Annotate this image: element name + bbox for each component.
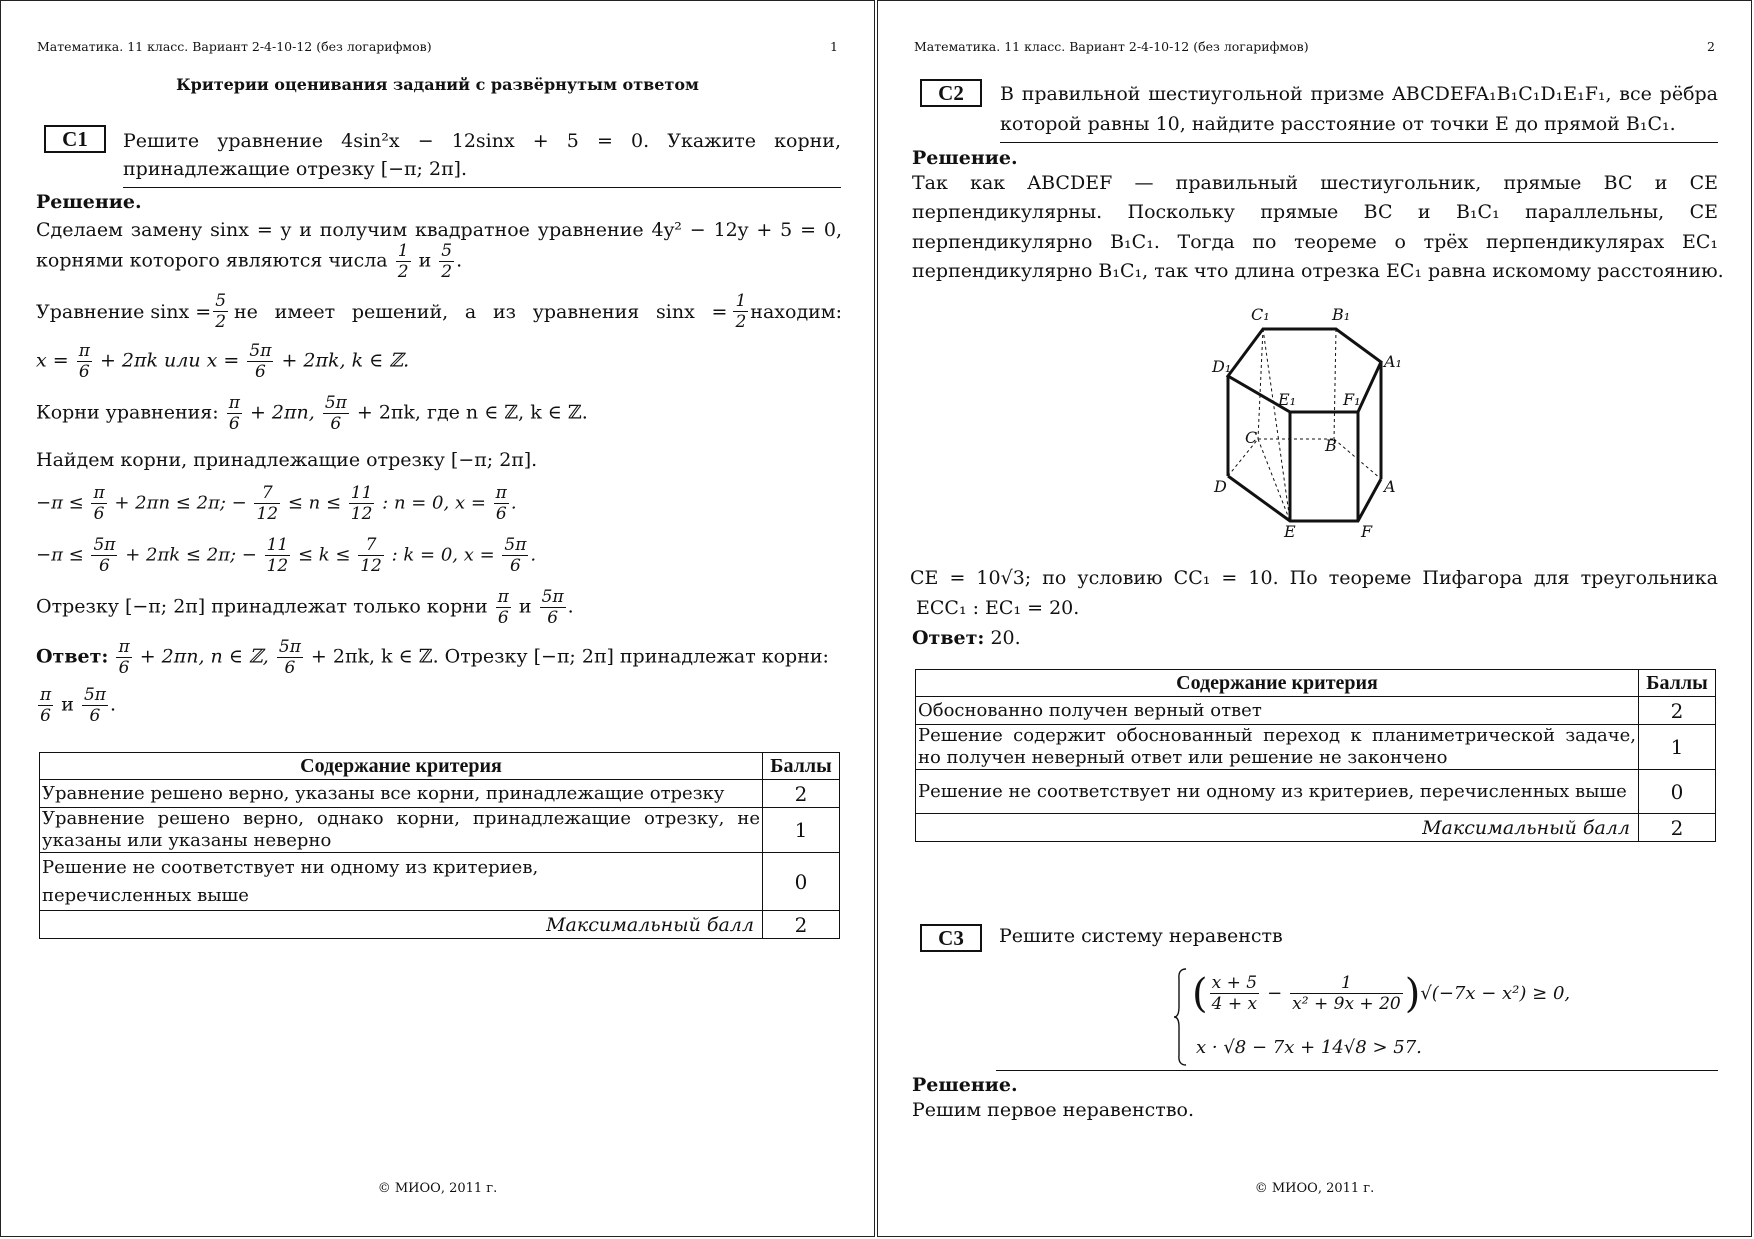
numerator: 7: [254, 483, 280, 504]
text: + 2πk, k ∈ ℤ. Отрезку [−π; 2π] принадлежат корни:: [310, 645, 829, 668]
numerator: 5π: [278, 637, 301, 657]
solution-line-2: перпендикулярны. Поскольку прямые BC и B₁C₁ параллельны, CE: [912, 201, 1718, 223]
visible-edges: [1228, 329, 1381, 521]
solution-line-1: Так как ABCDEF — правильный шестиугольник, прямые BC и CE: [912, 172, 1718, 194]
text: + 2πn,: [249, 401, 315, 424]
solution-line-8: −π ≤ $\frac{5\pi}{6}$ + 2πk ≤ 2π; − $\frac{11}{12}$ ≤ k ≤ $\frac{7}{12}$ : k = 0, x = $\frac{5\pi}{6}$ .: [36, 535, 537, 576]
numerator: π: [40, 685, 52, 705]
col-points: Баллы: [1639, 670, 1716, 697]
task-underline: [1000, 142, 1718, 143]
denominator: 6: [40, 706, 51, 726]
denominator: 12: [256, 504, 279, 524]
solution-line-1: Сделаем замену sinx = y и получим квадратное уравнение 4y² − 12y + 5 = 0,: [36, 219, 842, 241]
fraction: [1290, 973, 1403, 1014]
solution-line-7: −π ≤ $\frac{\pi}{6}$ + 2πn ≤ 2π; − $\frac{7}{12}$ ≤ n ≤ $\frac{11}{12}$ : n = 0, x = $\frac{\pi}{6}$ .: [36, 483, 517, 524]
text: Отрезку [−π; 2π] принадлежат только корни: [36, 595, 488, 618]
page-2: [877, 0, 1752, 1237]
fraction: [358, 535, 384, 576]
solution-line-3: [36, 291, 842, 332]
minus: −: [1267, 983, 1283, 1004]
denominator: 12: [360, 556, 382, 576]
answer-label: Ответ:: [36, 645, 109, 668]
denominator: 12: [350, 504, 373, 524]
page-number: 2: [1707, 39, 1715, 54]
fraction: [277, 637, 303, 678]
numerator: π: [497, 587, 509, 607]
brace-path: [1174, 969, 1186, 1065]
answer-value: 20.: [990, 627, 1021, 649]
denominator: 6: [99, 556, 110, 576]
label-d: D: [1214, 477, 1227, 496]
numerator: 7: [358, 535, 384, 556]
denominator: 6: [118, 658, 130, 678]
table-max-row: [916, 814, 1716, 842]
text: + 2πk или x =: [99, 349, 240, 372]
criterion-points: 1: [763, 808, 840, 853]
label-c1: C₁: [1251, 305, 1270, 324]
answer-line-2: $\frac{\pi}{6}$ и $\frac{5\pi}{6}$ .: [40, 685, 116, 726]
header-text: Математика. 11 класс. Вариант 2-4-10-12 (без логарифмов): [914, 39, 1309, 54]
text: и: [61, 693, 74, 716]
text: ≤ k ≤: [297, 544, 351, 566]
col-criterion: Содержание критерия: [916, 670, 1639, 697]
text: + 2πk ≤ 2π; −: [125, 544, 257, 566]
numerator: π: [118, 637, 130, 657]
table-row: [40, 853, 840, 911]
paren-close: ): [1404, 970, 1421, 1017]
numerator: π: [228, 393, 240, 413]
criterion-points: 2: [763, 780, 840, 808]
page-header: [37, 39, 838, 54]
text: не имеет решений, а из уравнения sinx =: [234, 300, 728, 323]
fraction: [496, 587, 511, 628]
denominator: 6: [547, 608, 559, 628]
denominator: 12: [266, 556, 289, 576]
solution-line-9: Отрезку [−π; 2π] принадлежат только корни $\frac{\pi}{6}$ и $\frac{5\pi}{6}$ .: [36, 587, 574, 628]
fraction: [1210, 973, 1259, 1014]
text: Уравнение sinx =: [36, 300, 212, 323]
table-row: [40, 808, 840, 853]
text: + 2πk, где n ∈ ℤ, k ∈ ℤ.: [356, 401, 588, 424]
solution-line-4: [36, 341, 409, 382]
denominator: 4 + x: [1211, 994, 1258, 1014]
fraction: [91, 483, 106, 524]
numerator: 5: [441, 241, 453, 261]
calc-line-2: ECC₁ : EC₁ = 20.: [916, 597, 1080, 619]
numerator: 5π: [504, 535, 527, 555]
fraction: [494, 483, 509, 524]
edge-c1e: [1263, 329, 1290, 521]
criterion-text: Решение не соответствует ни одному из критериев, перечисленных выше: [916, 770, 1639, 814]
table-row: [40, 780, 840, 808]
fraction: [323, 393, 349, 434]
fraction: [77, 341, 92, 382]
table-row: [916, 770, 1716, 814]
label-d1: D₁: [1212, 357, 1232, 376]
task-tag-c2: C2: [920, 79, 982, 107]
page-number: 1: [830, 39, 838, 54]
answer-label: Ответ:: [912, 627, 985, 649]
text: −π ≤: [36, 544, 84, 566]
table-header-row: [916, 670, 1716, 697]
criterion-points: 0: [1639, 770, 1716, 814]
solution-line-3: перпендикулярно B₁C₁. Тогда по теореме о трёх перпендикулярах EC₁: [912, 231, 1718, 253]
system-brace: [1174, 967, 1188, 1067]
page-header: [914, 39, 1715, 54]
calc-line-1: CE = 10√3; по условию CC₁ = 10. По теореме Пифагора для треугольника: [910, 567, 1718, 589]
task-tag-c3: C3: [920, 924, 982, 952]
edge-cc1: [1258, 329, 1263, 439]
task-underline: [123, 187, 841, 188]
text: + 2πn ≤ 2π; −: [114, 492, 247, 514]
criterion-text: Обоснованно получен верный ответ: [916, 697, 1639, 725]
system-line-1: [1192, 970, 1571, 1017]
numerator: π: [495, 483, 507, 503]
col-points: Баллы: [763, 753, 840, 780]
numerator: 5π: [83, 685, 106, 705]
col-criterion: Содержание критерия: [40, 753, 763, 780]
numerator: 5π: [541, 587, 564, 607]
max-label: Максимальный балл: [916, 814, 1639, 842]
label-a: A: [1384, 477, 1396, 496]
numerator: 1: [397, 241, 409, 261]
fraction: [116, 637, 131, 678]
fraction: [540, 587, 566, 628]
fraction: [254, 483, 280, 524]
criterion-points: 0: [763, 853, 840, 911]
text: корнями которого являются числа: [36, 249, 388, 272]
solution-line-6: Найдем корни, принадлежащие отрезку [−π; 2π].: [36, 449, 538, 471]
fraction: [349, 483, 375, 524]
fraction: [439, 241, 454, 282]
fraction: [82, 685, 108, 726]
denominator: 6: [228, 414, 240, 434]
numerator: π: [93, 483, 105, 503]
numerator: 5π: [249, 341, 272, 361]
task-tag-c1: C1: [44, 125, 106, 153]
numerator: 5: [215, 291, 227, 311]
criterion-text: Решение содержит обоснованный переход к планиметрической задаче, но получен неверный ответ или решение не закончено: [916, 725, 1639, 770]
text: : k = 0, x =: [391, 544, 495, 566]
solution-line-5: [36, 393, 588, 434]
denominator: 6: [284, 658, 296, 678]
numerator: 11: [266, 535, 289, 555]
max-points: 2: [763, 911, 840, 939]
denominator: 2: [735, 312, 747, 332]
solution-label: Решение.: [912, 147, 1018, 169]
text: ≤ n ≤: [287, 492, 342, 514]
denominator: 6: [254, 362, 266, 382]
denominator: 2: [441, 262, 453, 282]
solution-c3-text: Решим первое неравенство.: [912, 1099, 1194, 1121]
denominator: 6: [497, 608, 509, 628]
text: и: [518, 595, 532, 618]
edge-bb1: [1334, 329, 1336, 439]
fraction: [227, 393, 242, 434]
task-c2-line2: которой равны 10, найдите расстояние от точки E до прямой B₁C₁.: [1000, 113, 1676, 135]
numerator: π: [78, 341, 90, 361]
label-b1: B₁: [1332, 305, 1351, 324]
max-label: Максимальный балл: [40, 911, 763, 939]
text: −π ≤: [36, 492, 84, 514]
criterion-points: 2: [1639, 697, 1716, 725]
numerator: 1: [1290, 973, 1403, 994]
denominator: 2: [397, 262, 409, 282]
numerator: 5π: [324, 393, 347, 413]
denominator: 2: [215, 312, 227, 332]
text: и: [418, 249, 432, 272]
fraction: [733, 291, 748, 332]
table-max-row: [40, 911, 840, 939]
fraction: [265, 535, 291, 576]
text: x =: [36, 349, 69, 372]
fraction: [91, 535, 117, 576]
page-footer: © МИОО, 2011 г.: [377, 1181, 498, 1196]
table-row: [916, 697, 1716, 725]
prism-figure: [1212, 299, 1418, 544]
label-e: E: [1284, 522, 1296, 541]
paren-open: (: [1192, 970, 1208, 1017]
denominator: 6: [93, 504, 105, 524]
table-row: [916, 725, 1716, 770]
fraction: [38, 685, 53, 726]
denominator: 6: [330, 414, 342, 434]
max-points: 2: [1639, 814, 1716, 842]
solution-label: Решение.: [912, 1074, 1018, 1096]
fraction: [502, 535, 528, 576]
criteria-table-c2: [915, 669, 1716, 842]
denominator: 6: [495, 504, 507, 524]
numerator: 5π: [93, 535, 116, 555]
label-c: C: [1245, 428, 1258, 447]
text: Корни уравнения:: [36, 401, 219, 424]
numerator: x + 5: [1211, 973, 1258, 993]
solution-line-4: перпендикулярно B₁C₁, так что длина отрезка EC₁ равна искомому расстоянию.: [912, 260, 1724, 282]
fraction: [396, 241, 411, 282]
answer-line: [912, 623, 1021, 653]
text: : n = 0, x =: [382, 492, 486, 514]
fraction: [213, 291, 228, 332]
criteria-table-c1: [39, 752, 840, 939]
label-a1: A₁: [1384, 352, 1402, 371]
denominator: 6: [509, 556, 521, 576]
numerator: 1: [735, 291, 747, 311]
label-f: F: [1361, 522, 1373, 541]
task-c1-line1: Решите уравнение 4sin²x − 12sinx + 5 = 0. Укажите корни,: [123, 130, 841, 152]
denominator: 6: [89, 706, 101, 726]
label-f1: F₁: [1343, 390, 1361, 409]
criterion-points: 1: [1639, 725, 1716, 770]
fraction: [247, 341, 273, 382]
denominator: 6: [78, 362, 90, 382]
system-line-2: x · √8 − 7x + 14√8 > 57.: [1196, 1037, 1422, 1058]
task-c2-line1: В правильной шестиугольной призме ABCDEFA₁B₁C₁D₁E₁F₁, все рёбра: [1000, 83, 1718, 105]
solution-line-2: корнями которого являются числа $\frac{1}{2}$ и $\frac{5}{2}$ .: [36, 241, 463, 282]
header-text: Математика. 11 класс. Вариант 2-4-10-12 (без логарифмов): [37, 39, 432, 54]
label-b: B: [1325, 436, 1337, 455]
page-title: Критерии оценивания заданий с развёрнутым ответом: [176, 75, 699, 94]
numerator: 11: [350, 483, 373, 503]
criterion-text: Уравнение решено верно, однако корни, принадлежащие отрезку, не указаны или указаны неверно: [40, 808, 763, 853]
label-e1: E₁: [1278, 390, 1297, 409]
criterion-text: Решение не соответствует ни одному из критериев, перечисленных выше: [40, 853, 763, 911]
text: находим:: [750, 300, 842, 323]
page-footer: © МИОО, 2011 г.: [1254, 1181, 1375, 1196]
answer-line-1: [36, 637, 829, 678]
page-1: [0, 0, 875, 1237]
solution-label: Решение.: [36, 191, 142, 213]
text: + 2πk, k ∈ ℤ.: [281, 349, 410, 372]
task-underline: [996, 1070, 1718, 1071]
table-header-row: [40, 753, 840, 780]
task-c3-text: Решите систему неравенств: [999, 925, 1283, 947]
denominator: x² + 9x + 20: [1292, 994, 1401, 1014]
criterion-text: Уравнение решено верно, указаны все корни, принадлежащие отрезку: [40, 780, 763, 808]
task-c1-line2: принадлежащие отрезку [−π; 2π].: [123, 158, 468, 180]
text: + 2πn, n ∈ ℤ,: [139, 645, 269, 668]
sqrt-tail: √(−7x − x²) ≥ 0,: [1420, 983, 1571, 1004]
